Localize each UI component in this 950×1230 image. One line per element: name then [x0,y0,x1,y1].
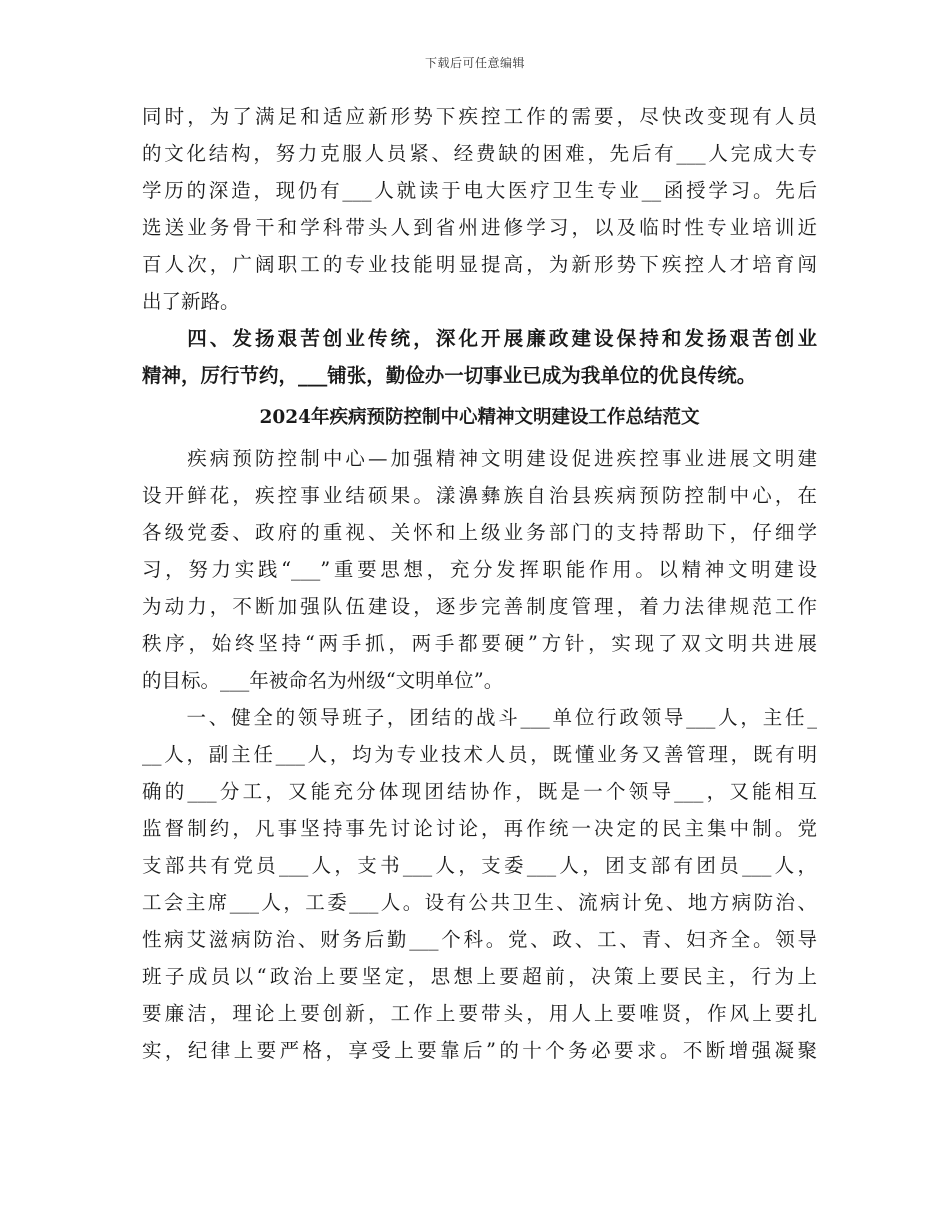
paragraph-line: 的目标。___年被命名为州级“文明单位”。 [142,669,504,692]
paragraph-line: 同时，为了满足和适应新形势下疾控工作的需要，尽快改变现有人员 [142,105,817,128]
paragraph-line: 选送业务骨干和学科带头人到省州进修学习，以及临时性专业培训近 [142,216,817,239]
page-header: 下载后可任意编辑 [424,56,525,70]
paragraph-line: 要廉洁，理论上要创新，工作上要带头，用人上要唯贤，作风上要扎 [142,1002,817,1025]
document-body [142,98,817,1069]
paragraph-line: 实，纪律上要严格，享受上要靠后”的十个务必要求。不断增强凝聚 [142,1039,817,1062]
paragraph-line: 百人次，广阔职工的专业技能明显提高，为新形势下疾控人才培育闯 [142,253,817,276]
paragraph-line: 各级党委、政府的重视、关怀和上级业务部门的支持帮助下，仔细学 [142,521,817,544]
section-heading-line: 四、发扬艰苦创业传统，深化开展廉政建设保持和发扬艰苦创业 [142,327,817,350]
paragraph-line: 工会主席___人，工委___人。设有公共卫生、流病计免、地方病防治、 [142,891,817,914]
paragraph-line: 性病艾滋病防治、财务后勤___个科。党、政、工、青、妇齐全。领导 [142,928,817,951]
paragraph-line: 支部共有党员___人，支书___人，支委___人，团支部有团员___人， [142,854,817,877]
paragraph-line: 一、健全的领导班子，团结的战斗___单位行政领导___人，主任_ [142,706,817,729]
paragraph-line: 设开鲜花，疾控事业结硕果。漾濞彝族自治县疾病预防控制中心，在 [142,484,817,507]
paragraph-line: 确的___分工，又能充分体现团结协作，既是一个领导___，又能相互 [142,780,817,803]
paragraph-line: 的文化结构，努力克服人员紧、经费缺的困难，先后有___人完成大专 [142,142,817,165]
paragraph-line: 学历的深造，现仍有___人就读于电大医疗卫生专业__函授学习。先后 [142,179,817,202]
section-heading-line: 精神，厉行节约，___铺张，勤俭办一切事业已成为我单位的优良传统。 [142,364,757,387]
paragraph-line: 出了新路。 [142,290,240,313]
document-title: 2024年疾病预防控制中心精神文明建设工作总结范文 [259,407,700,428]
paragraph-line: 班子成员以“政治上要坚定，思想上要超前，决策上要民主，行为上 [142,965,817,988]
paragraph-line: 为动力，不断加强队伍建设，逐步完善制度管理，着力法律规范工作 [142,595,817,618]
paragraph-line: 疾病预防控制中心—加强精神文明建设促进疾控事业进展文明建 [142,447,817,470]
paragraph-line: __人，副主任___人，均为专业技术人员，既懂业务又善管理，既有明 [142,743,817,766]
paragraph-line: 习，努力实践“___”重要思想，充分发挥职能作用。以精神文明建设 [142,558,817,581]
paragraph-line: 监督制约，凡事坚持事先讨论讨论，再作统一决定的民主集中制。党 [142,817,817,840]
paragraph-line: 秩序，始终坚持“两手抓，两手都要硬”方针，实现了双文明共进展 [142,632,817,655]
